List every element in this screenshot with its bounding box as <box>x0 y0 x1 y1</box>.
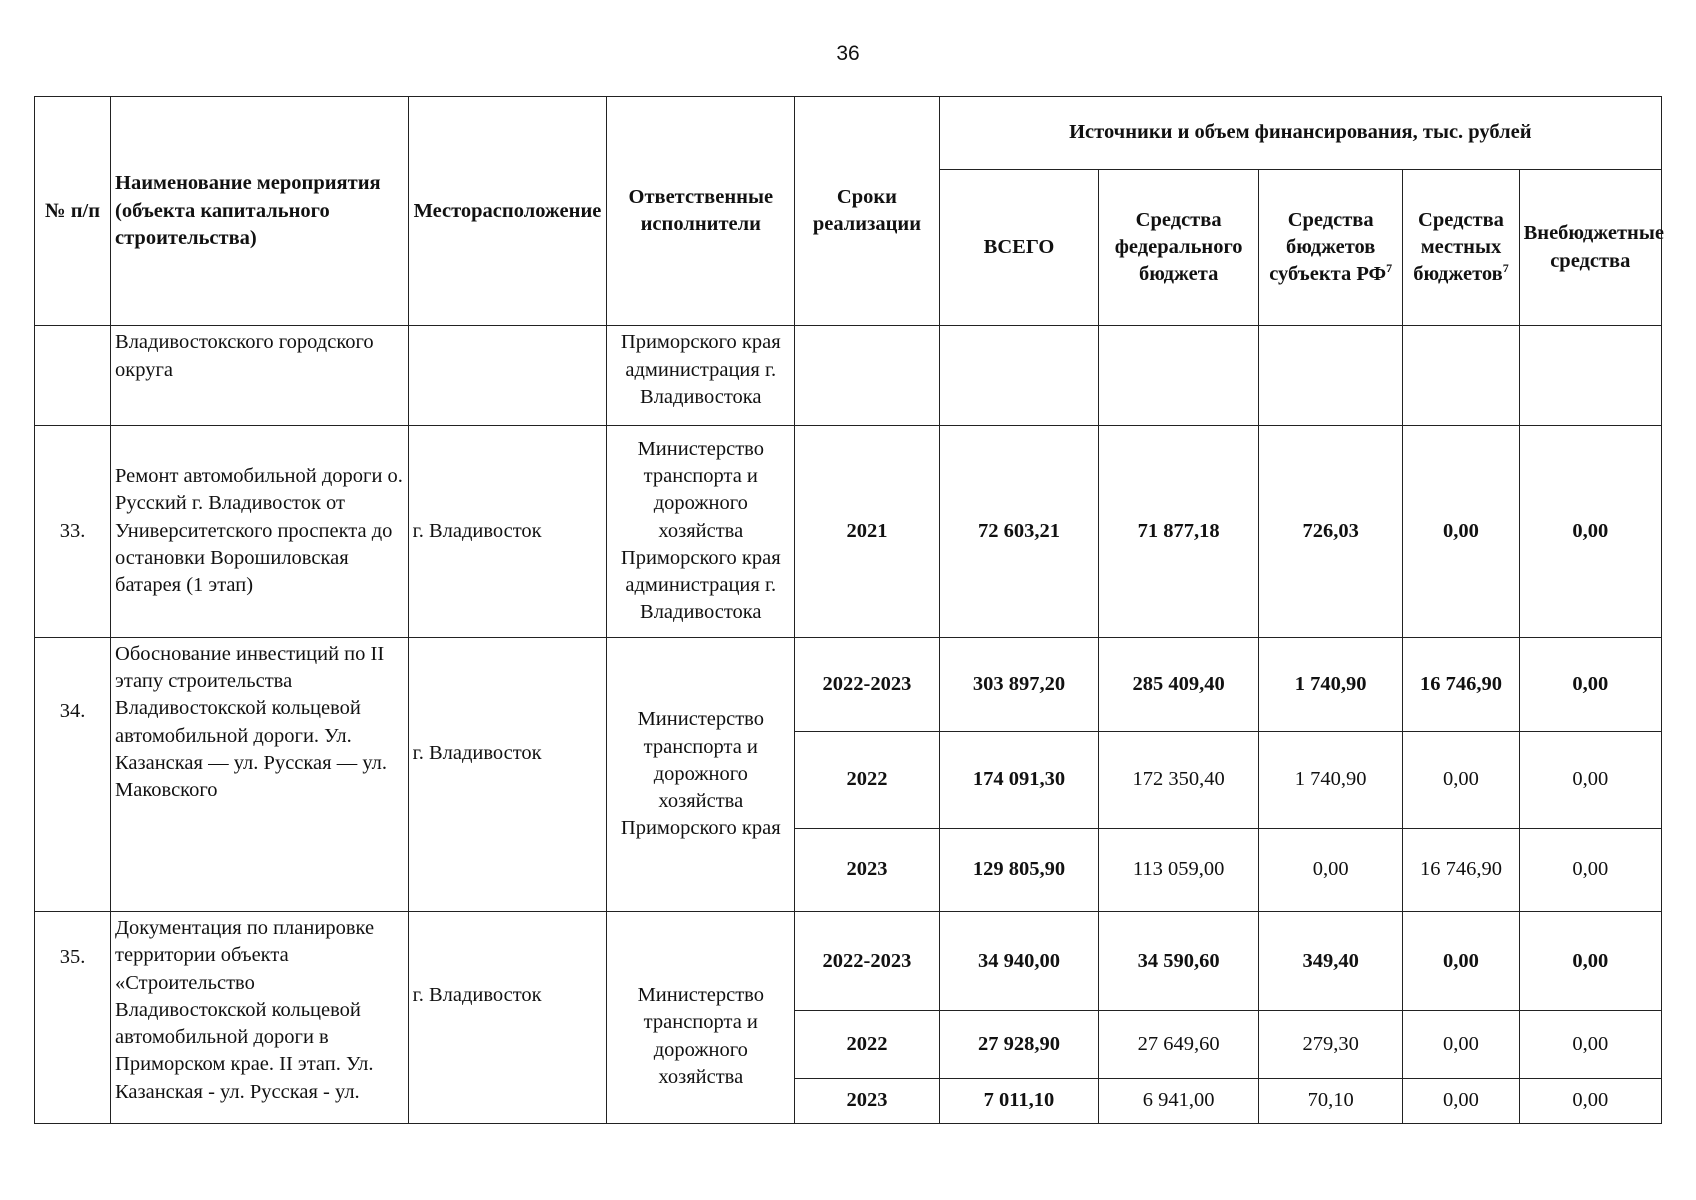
row-extra: 0,00 <box>1519 1011 1661 1079</box>
table-row <box>35 912 1662 1011</box>
row-federal: 285 409,40 <box>1099 637 1259 731</box>
row-federal: 172 350,40 <box>1099 732 1259 828</box>
row-local: 0,00 <box>1403 1011 1519 1079</box>
row-num: 33. <box>35 425 111 637</box>
row-term: 2022 <box>795 1011 939 1079</box>
row-local: 0,00 <box>1403 912 1519 1011</box>
row-total: 129 805,90 <box>939 828 1099 912</box>
row-total: 34 940,00 <box>939 912 1099 1011</box>
row-local: 0,00 <box>1403 732 1519 828</box>
row-num: 34. <box>35 637 111 911</box>
row-federal: 113 059,00 <box>1099 828 1259 912</box>
row-name: Владивостокского городского округа <box>111 326 409 426</box>
header-terms: Сроки реализации <box>795 97 939 326</box>
page-number: 36 <box>836 42 860 65</box>
funding-table <box>34 96 1662 1124</box>
table-row <box>35 425 1662 637</box>
row-subject: 279,30 <box>1258 1011 1402 1079</box>
row-federal: 71 877,18 <box>1099 425 1259 637</box>
row-federal: 27 649,60 <box>1099 1011 1259 1079</box>
footnote-mark: 7 <box>1386 261 1393 276</box>
row-term: 2022-2023 <box>795 637 939 731</box>
row-subject: 1 740,90 <box>1258 637 1402 731</box>
row-local: 16 746,90 <box>1403 637 1519 731</box>
footnote-mark: 7 <box>1502 261 1509 276</box>
row-term: 2023 <box>795 828 939 912</box>
row-federal: 6 941,00 <box>1099 1078 1259 1123</box>
row-term: 2023 <box>795 1078 939 1123</box>
row-total: 7 011,10 <box>939 1078 1099 1123</box>
header-funding: Источники и объем финансирования, тыс. рублей <box>939 97 1661 170</box>
row-responsible: Министерство транспорта и дорожного хозяйства Приморского края администрация г. Владивостока <box>607 425 795 637</box>
row-subject: 1 740,90 <box>1258 732 1402 828</box>
header-extra: Внебюджетные средства <box>1519 169 1661 325</box>
row-extra: 0,00 <box>1519 828 1661 912</box>
header-subject: Средства бюджетов субъекта $РФ^7$ <box>1258 169 1402 325</box>
row-extra: 0,00 <box>1519 425 1661 637</box>
row-subject: 0,00 <box>1258 828 1402 912</box>
row-term: 2022 <box>795 732 939 828</box>
row-responsible: Министерство транспорта и дорожного хозяйства Приморского края <box>607 637 795 911</box>
row-subject: 349,40 <box>1258 912 1402 1011</box>
header-total: ВСЕГО <box>939 169 1099 325</box>
row-extra: 0,00 <box>1519 732 1661 828</box>
row-name: Обоснование инвестиций по II этапу строительства Владивостокской кольцевой автомобильной дороги. Ул. Казанская — ул. Русская — ул. Маковского <box>111 637 409 911</box>
row-term: 2021 <box>795 425 939 637</box>
header-local: Средства местных бюджетов$^7$ <box>1403 169 1519 325</box>
row-local: 0,00 <box>1403 1078 1519 1123</box>
row-name: Ремонт автомобильной дороги о. Русский г. Владивосток от Университетского проспекта до остановки Ворошиловская батарея (1 этап) <box>111 425 409 637</box>
row-total: 72 603,21 <box>939 425 1099 637</box>
row-subject: 726,03 <box>1258 425 1402 637</box>
header-responsible: Ответственные исполнители <box>607 97 795 326</box>
row-location: г. Владивосток <box>408 425 607 637</box>
header-num: № п/п <box>35 97 111 326</box>
header-row-1 <box>35 97 1662 170</box>
row-local: 0,00 <box>1403 425 1519 637</box>
row-extra: 0,00 <box>1519 1078 1661 1123</box>
header-federal: Средства федерального бюджета <box>1099 169 1259 325</box>
row-total: 303 897,20 <box>939 637 1099 731</box>
row-responsible: Приморского края администрация г. Владивостока <box>607 326 795 426</box>
row-location: г. Владивосток <box>408 912 607 1124</box>
row-name: Документация по планировке территории объекта «Строительство Владивостокской кольцевой автомобильной дороги в Приморском крае. II этап. Ул. Казанская - ул. Русская - ул. <box>111 912 409 1124</box>
table-row <box>35 326 1662 426</box>
row-federal: 34 590,60 <box>1099 912 1259 1011</box>
row-term: 2022-2023 <box>795 912 939 1011</box>
row-num: 35. <box>35 912 111 1124</box>
table-row <box>35 637 1662 731</box>
header-name: Наименование мероприятия (объекта капитального строительства) <box>111 97 409 326</box>
row-total: 174 091,30 <box>939 732 1099 828</box>
row-total: 27 928,90 <box>939 1011 1099 1079</box>
row-local: 16 746,90 <box>1403 828 1519 912</box>
header-location: Месторасположение <box>408 97 607 326</box>
row-extra: 0,00 <box>1519 912 1661 1011</box>
row-extra: 0,00 <box>1519 637 1661 731</box>
row-responsible: Министерство транспорта и дорожного хозяйства <box>607 912 795 1124</box>
row-subject: 70,10 <box>1258 1078 1402 1123</box>
row-location: г. Владивосток <box>408 637 607 911</box>
